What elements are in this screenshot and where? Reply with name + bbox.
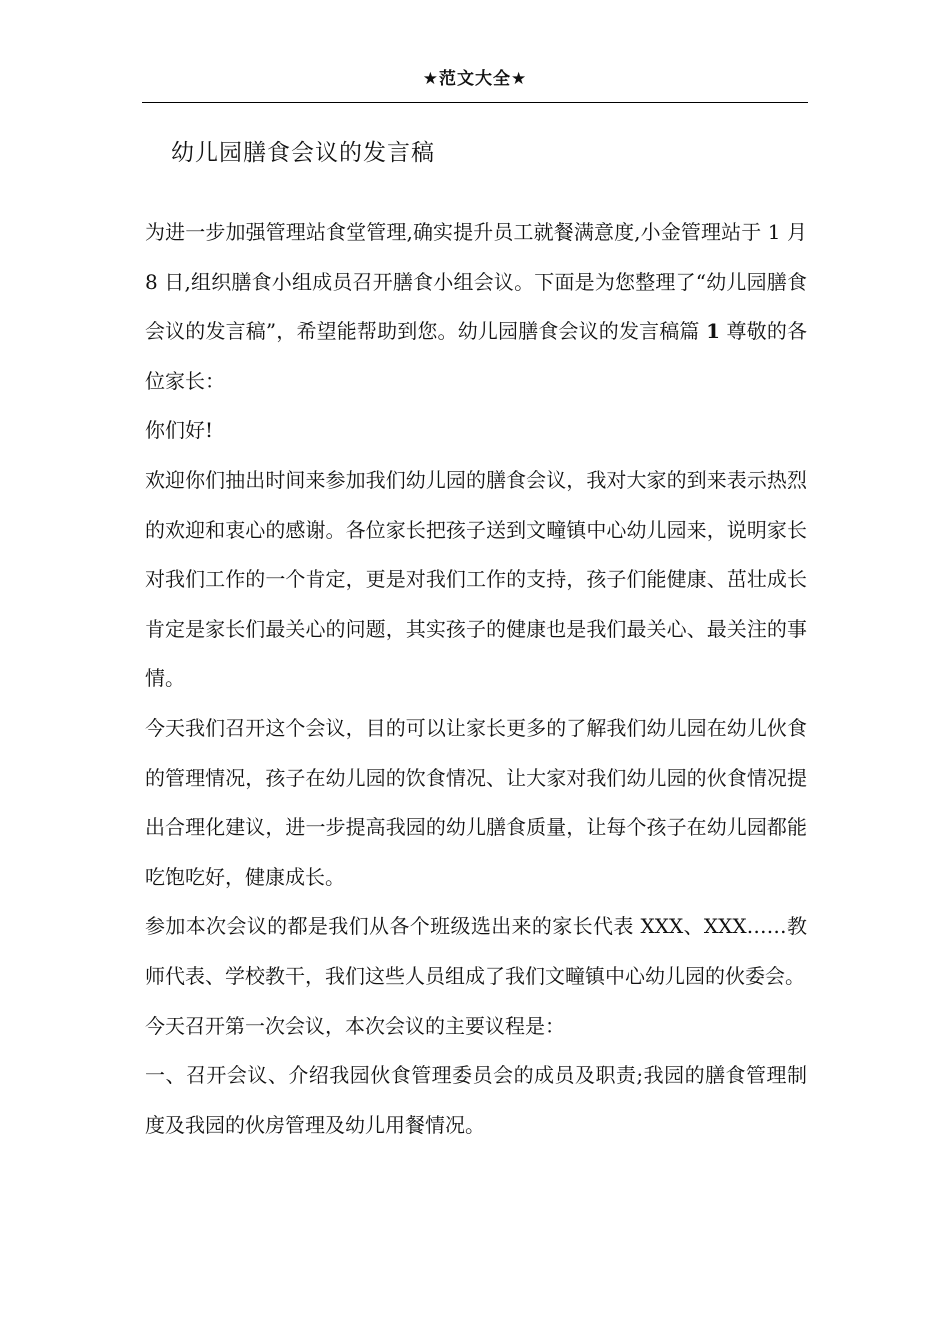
body-paragraph-agenda-item-1: 一、召开会议、介绍我园伙食管理委员会的成员及职责;我园的膳食管理制度及我园的伙房管理及幼儿用餐情况。 <box>145 1063 807 1137</box>
document-title: 幼儿园膳食会议的发言稿 <box>171 140 435 166</box>
body-paragraph-welcome: 欢迎你们抽出时间来参加我们幼儿园的膳食会议，我对大家的到来表示热烈的欢迎和衷心的感谢。各位家长把孩子送到文疃镇中心幼儿园来，说明家长对我们工作的一个肯定，更是对我们工作的支持，孩子们能健康、茁壮成长肯定是家长们最关心的问题，其实孩子的健康也是我们最关心、最关注的事情。 <box>145 467 807 691</box>
page-header <box>142 66 808 103</box>
intro-text: 为进一步加强管理站食堂管理,确实提升员工就餐满意度,小金管理站于 1 月 8 日,组织膳食小组成员召开膳食小组会议。下面是为您整理了“幼儿园膳食会议的发言稿”，希望能帮助到您。幼儿园膳食会议的发言稿篇 <box>145 220 807 344</box>
body-paragraph-purpose: 今天我们召开这个会议，目的可以让家长更多的了解我们幼儿园在幼儿伙食的管理情况，孩子在幼儿园的饮食情况、让大家对我们幼儿园的伙食情况提出合理化建议，进一步提高我园的幼儿膳食质量，让每个孩子在幼儿园都能吃饱吃好，健康成长。 <box>145 715 807 889</box>
salutation-text: 尊敬的各位家长： <box>145 319 807 393</box>
greeting-paragraph: 你们好! <box>145 418 214 443</box>
body-paragraph-agenda-intro: 今天召开第一次会议，本次会议的主要议程是： <box>145 1013 565 1038</box>
document-body <box>145 208 807 1150</box>
section-number: 1 <box>706 319 721 344</box>
intro-paragraph <box>145 208 807 406</box>
body-paragraph-committee: 参加本次会议的都是我们从各个班级选出来的家长代表 XXX、XXX……教师代表、学校教干，我们这些人员组成了我们文疃镇中心幼儿园的伙委会。 <box>145 914 807 988</box>
header-title: ★范文大全★ <box>422 69 528 89</box>
